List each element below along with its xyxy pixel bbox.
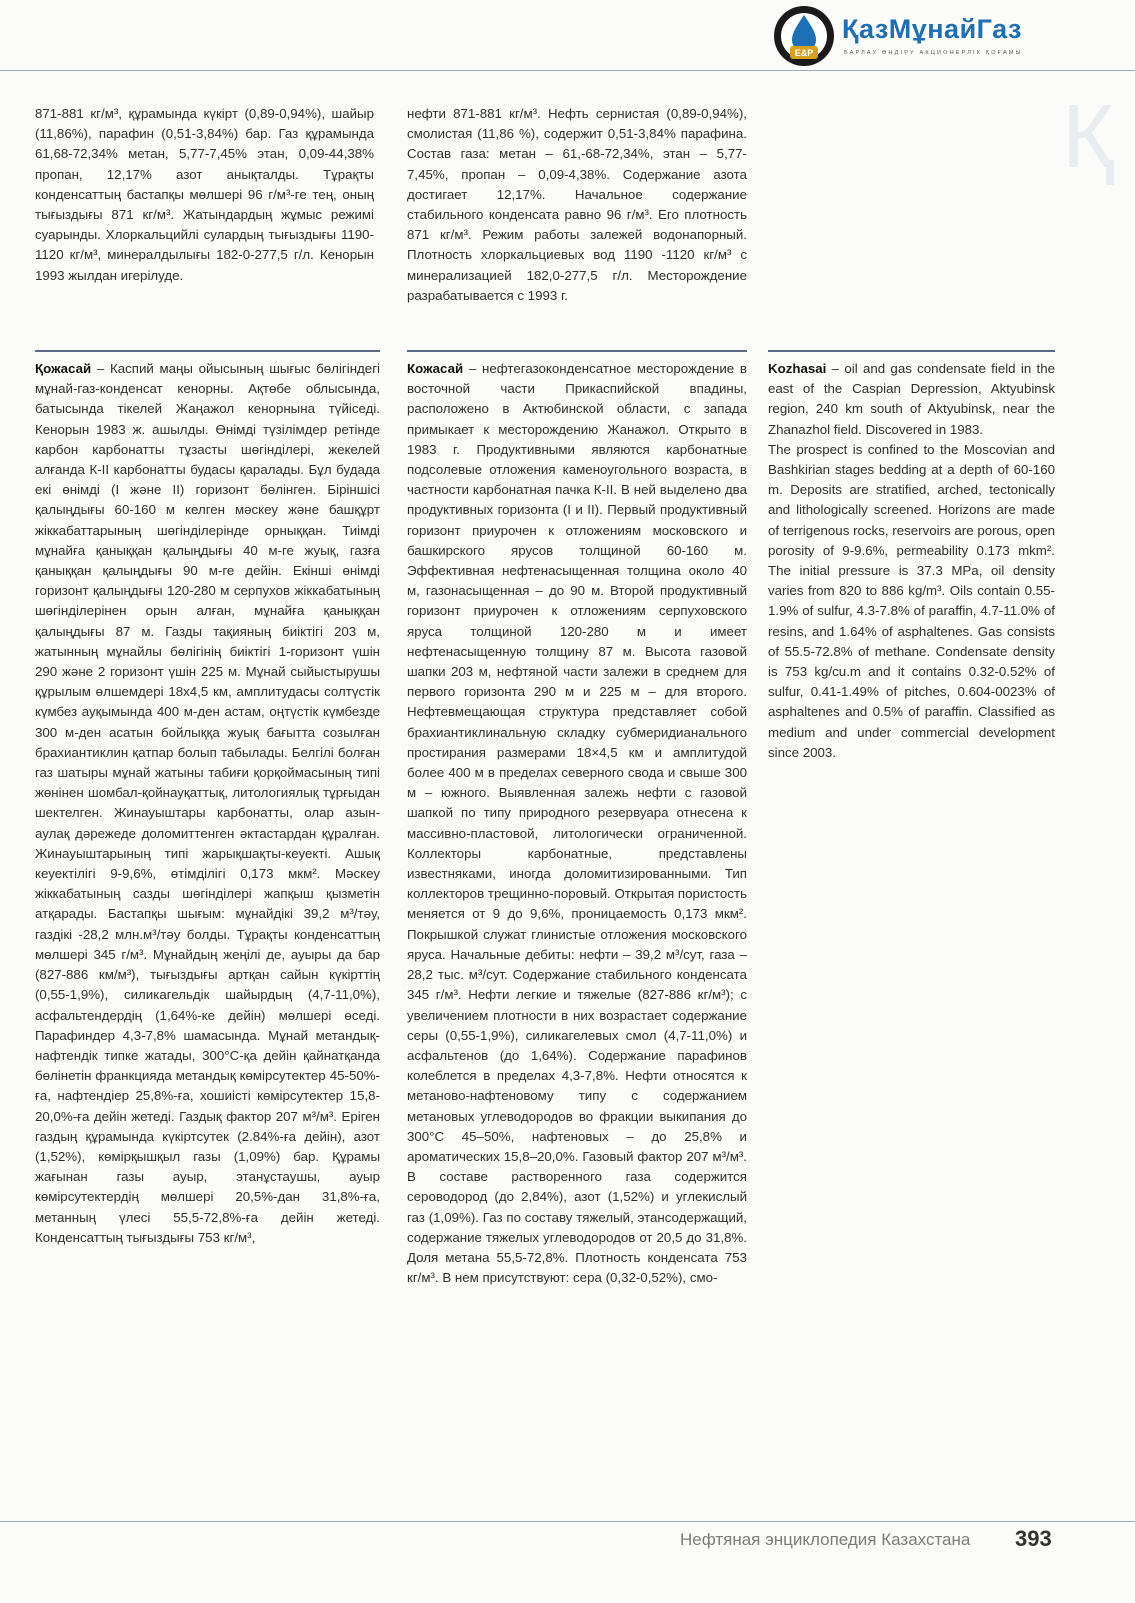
logo-subtitle: БАРЛАУ ӨНДІРУ АКЦИОНЕРЛІК ҚОҒАМЫ xyxy=(844,50,1023,56)
entry-term-kazakh: Қожасай xyxy=(35,361,92,376)
logo-wordmark: ҚазМұнайГаз xyxy=(842,14,1022,44)
entry-russian-column xyxy=(407,359,747,1288)
logo-emblem-icon xyxy=(770,2,838,70)
footer-divider xyxy=(0,1521,1135,1522)
entry-english-column xyxy=(768,359,1055,763)
footer-book-title: Нефтяная энциклопедия Казахстана xyxy=(680,1530,971,1549)
entry-kazakh-column xyxy=(35,359,380,1248)
page-number: 393 xyxy=(1015,1526,1052,1551)
entry-divider-kazakh xyxy=(35,350,380,352)
continued-kazakh-text xyxy=(35,104,374,286)
russian-paragraph-continued: нефти 871-881 кг/м³. Нефть сернистая (0,89-0,94%), смолистая (11,86 %), содержит 0,51-3,84% парафина. Состав газа: метан – 61,-68-72,34%, этан – 5,77-7,45%, пропан – 0,09-4,38%. Содержание азота достигает 12,17%. Начальное содержание стабильного конденсата равно 96 г/м³. Его плотность 871 кг/м³. Режим работы залежей водонапорный. Плотность хлоркальциевых вод 1190 -1120 кг/м³ с минерализацией 182,0-277,5 г/л. Месторождение разрабатывается с 1993 г. xyxy=(407,106,747,303)
logo-badge: E&P xyxy=(794,48,814,58)
company-logo xyxy=(770,2,1070,70)
entry-divider-russian xyxy=(407,350,747,352)
continued-russian-text xyxy=(407,104,747,306)
entry-russian-paragraph xyxy=(407,359,747,1288)
entry-english-paragraph-1 xyxy=(768,359,1055,440)
entry-body-kazakh: – Каспий маңы ойысының шығыс бөлігіндегі мұнай-газ-конденсат кенорны. Ақтөбе облысында, батысында тікелей Жаңажол кенорнына түйіседі. Кенорын 1983 ж. ашылды. Өнімді түзілімдер ретінде карбон карбонатты тұзасты шөгінділері, жекелей алғанда К-ІІ карбонатты будасы қаралады. Бұл будада екі өнімді (І және ІІ) горизонт бөлінген. Біріншісі қалыңдығы 60-160 м келген мәскеу және башқұрт жіккабаттарының шөгінділерінде орныққан. Тиімді мұнайға қаныққан қалыңдығы 40 м-ге жуық, газға қаныққан қалыңдығы 90 м-ге дейін. Екінші өнімді горизонт қалыңдығы 120-280 м серпухов жіккабатының шөгінділерінен орын алған, мұнайға қаныққан қалыңдығы 87 м. Газды тақияның биіктігі 203 м, жатынның мұнайлы бөлігінің биіктігі 1-горизонт үшін 290 және 2 горизонт үшін 225 м. Мұнай сыйыстырушы құрылым өлшемдері 18х4,5 км, амплитудасы солтүстік күмбез ауқымында 400 м-ден астам, оңтүстік күмбезде 300 м-ден асатын бойлыққа жуық бағытта созылған брахиантиклин қатпар болып табылады. Белгілі болған газ шатыры мұнай жатыны табиғи қорқоймасының типі жөнінен шомбал-қойнауқаттық, литологиялық тұрғыдан шектелген. Жинауыштары карбонатты, олар азын-аулақ дәрежеде доломиттенген әктастардан құралған. Жинауыштарының типі жарықшақты-кеуекті. Ашық кеуектілігі 9-9,6%, өтімділігі 0,173 мкм². Мәскеу жіккабатының сазды шөгінділері жапқыш қызметін атқарады. Бастапқы шығым: мұнайдікі 39,2 м³/тәу, газдікі -28,2 млн.м³/тәу болды. Тұрақты конденсаттың мөлшері 345 г/м³. Мұнайдың жеңілі де, ауыры да бар (827-886 км/м³), тығыздығы артқан сайын күкірттің (0,55-1,9%), силикагельдік шайырдың (4,7-11,0%), асфальтендердің (1,64%-ке дейін) мөлшері өседі. Парафиндер 4,3-7,8% шамасында. Мұнай метандық-нафтендік типке жатады, 300°С-қа дейін қайнатқанда бөлінетін франкцияда метандық көмірсутектер 45-50%-ға, нафтендіер 25,8%-ға, хошиісті көмірсутектер 15,8-20,0%-ға дейін жетеді. Газдық фактор 207 м³/м³. Еріген газдың құрамында күкіртсутек (2.84%-ға дейін), азот (1,52%), көмірқышқыл газы (1,09%) бар. Құрамы жағынан газы ауыр, этанұстаушы, ауыр көмірсутектердің мөлшері 20,5%-дан 31,8%-ға, метанның үлесі 55,5-72,8%-ға дейін жетеді. Конденсаттың тығыздығы 753 кг/м³, xyxy=(35,361,380,1245)
entry-body-english-intro: – oil and gas condensate field in the east of the Caspian Depression, Aktyubinsk region, 240 km south of Aktyubinsk, near the Zhanazhol field. Discovered in 1983. xyxy=(768,361,1055,437)
header-divider xyxy=(0,70,1135,71)
kazakh-paragraph-continued: 871-881 кг/м³, құрамында күкірт (0,89-0,94%), шайыр (11,86%), парафин (0,51-3,84%) бар. Газ құрамында 61,68-72,34% метан, 5,77-7,45% этан, 0,09-44,38% пропан, 12,17% азот анықталды. Тұрақты конденсаттың бастапқы мөлшері 96 г/м³-ге тең, оның тығыздығы 871 кг/м³. Жатындардың жұмыс режимі суарынды. Хлоркальцийлі сулардың тығыздығы 1190-1120 кг/м³, минералдылығы 182-0-277,5 г/л. Кенорын 1993 жылдан игерілуде. xyxy=(35,106,374,283)
entry-kazakh-paragraph xyxy=(35,359,380,1248)
section-letter-watermark: Қ xyxy=(1062,87,1115,187)
entry-divider-english xyxy=(768,350,1055,352)
entry-english-paragraph-2: The prospect is confined to the Moscovian and Bashkirian stages bedding at a depth of 60-160 m. Deposits are stratified, arched, tectonically and lithologically screened. Horizons are made of terrigenous rocks, reservoirs are porous, open porosity of 9-9.6%, permeability 0.173 mkm². The initial pressure is 37.3 MPa, oil density varies from 820 to 886 kg/m³. Oils contain 0.55-1.9% of sulfur, 4.3-7.8% of paraffin, 4.7-11.0% of resins, and 1.64% of asphaltenes. Gas consists of 55.5-72.8% of methane. Condensate density is 753 kg/cu.m and it contains 0.32-0.52% of sulfur, 0.41-1.49% of pitches, 0.604-0023% of asphaltenes and 0.5% of paraffin. Classified as medium and under commercial development since 2003. xyxy=(768,441,1055,760)
entry-term-english: Kozhasai xyxy=(768,361,827,376)
entry-body-russian: – нефтегазоконденсатное месторождение в восточной части Прикаспийской впадины, расположено в Актюбинской области, с запада примыкает к месторождению Жанажол. Открыто в 1983 г. Продуктивными являются карбонатные подсолевые отложения каменоугольного возраста, в частности карбонатная пачка К-II. В ней выделено два продуктивных горизонта (I и II). Первый продуктивный горизонт приурочен к отложениям московского и башкирского ярусов толщиной 60-160 м. Эффективная нефтенасыщенная толщина около 40 м, газонасыщенная – до 90 м. Второй продуктивный горизонт приурочен к отложениям серпуховского яруса толщиной 120-280 м и имеет нефтенасыщенную толщину 87 м. Высота газовой шапки 203 м, нефтяной части залежи в среднем для первого горизонта 290 м и 225 м – для второго. Нефтевмещающая структура представляет собой брахиантиклинальную складку субмеридианального простирания размерами 18×4,5 км и амплитудой более 400 м в пределах северного свода и свыше 300 м – южного. Выявленная залежь нефти с газовой шапкой по типу природного резервуара отнесена к массивно-пластовой, литологически ограниченной. Коллекторы карбонатные, представлены известняками, иногда доломитизированными. Тип коллекторов трещинно-поровый. Открытая пористость меняется от 9 до 9,6%, проницаемость 0,173 мкм². Покрышкой служат глинистые отложения московского яруса. Начальные дебиты: нефти – 39,2 м³/сут, газа – 28,2 тыс. м³/сут. Содержание стабильного конденсата 345 г/м³. Нефти легкие и тяжелые (827-886 кг/м³); с увеличением плотности в них возрастает содержание серы (0,55-1,9%), силикагелевых смол (4,7-11,0%) и асфальтенов (до 1,64%). Содержание парафинов колеблется в пределах 4,3-7,8%. Нефти относятся к метаново-нафтеновому типу с содержанием метановых углеводородов во фракции выкипания до 300°С 45–50%, нафтеновых – до 25,8% и ароматических 15,8–20,0%. Газовый фактор 207 м³/м³. В составе растворенного газа содержится сероводород (до 2,84%), азот (1,52%) и углекислый газ (1,09%). Газ по составу тяжелый, этансодержащий, содержание тяжелых углеводородов от 20,5 до 31,8%. Доля метана 55,5-72,8%. Плотность конденсата 753 кг/м³. В нем присутствуют: сера (0,32-0,52%), смо- xyxy=(407,361,747,1286)
entry-term-russian: Кожасай xyxy=(407,361,464,376)
